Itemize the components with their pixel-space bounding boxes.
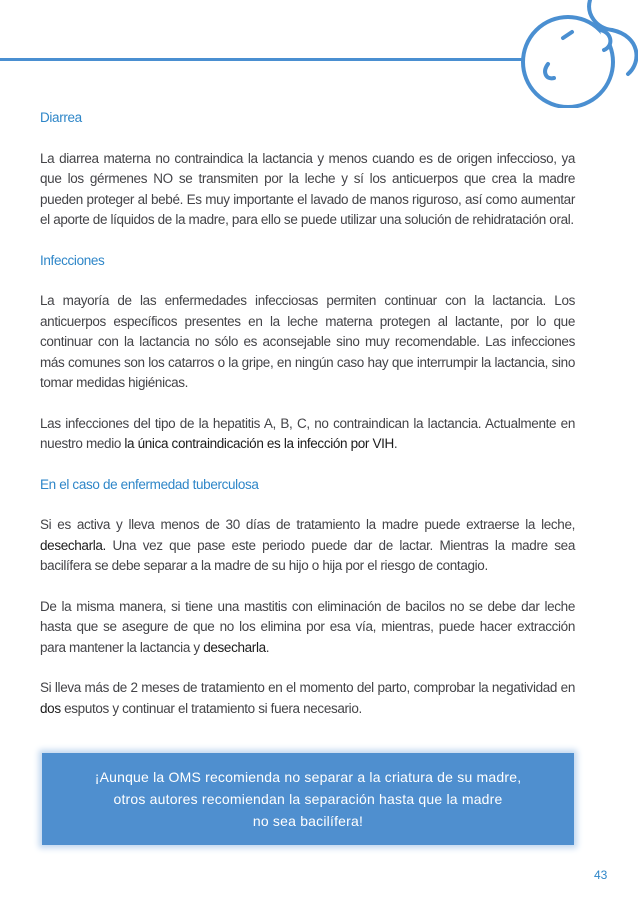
- text-run: .: [393, 436, 398, 451]
- paragraph-tuberculosa-2: [40, 597, 575, 659]
- paragraph-diarrea: La diarrea materna no contraindica la lactancia y menos cuando es de origen infeccioso, ya que los gérmenes NO se transmiten por la leche y sí los anticuerpos que crea la madre pueden proteger al bebé. Es muy importante el lavado de manos riguroso, así como aumentar el aporte de líquidos de la madre, para ello se puede utilizar una solución de rehidratación oral.: [40, 150, 575, 227]
- emphasis-dos: dos: [40, 700, 61, 716]
- emphasis-desecharla-2: desecharla: [203, 639, 266, 655]
- paragraph-infecciones-2: [40, 414, 575, 455]
- callout-line-3: no sea bacilífera!: [252, 813, 364, 829]
- callout-box: [42, 753, 574, 845]
- section-heading-infecciones: Infecciones: [40, 252, 105, 268]
- paragraph-infecciones-1: La mayoría de las enfermedades infecciosas permiten continuar con la lactancia. Los anticuerpos específicos presentes en la leche materna protegen al lactante, por lo que continuar con la lactancia no sólo es aconsejable sino muy recomendable. Las infecciones más comunes son los catarros o la gripe, en ningún caso hay que interrumpir la lactancia, sino tomar medidas higiénicas.: [40, 293, 575, 390]
- text-run: Si lleva más de 2 meses de tratamiento en el momento del parto, comprobar la negatividad en: [40, 680, 575, 695]
- text-run: De la misma manera, si tiene una mastitis con eliminación de bacilos no se debe dar leche hasta que se asegure de que no los elimina por esa vía, mientras, puede hacer extracción para mantener la lactancia y: [40, 598, 575, 655]
- text-run: Las infecciones del tipo de la hepatitis A, B, C, no contraindican la lactancia. Actualmente en nuestro medio: [40, 415, 575, 451]
- emphasis-vih: la única contraindicación es la infección por VIH: [124, 436, 394, 451]
- article-body: [40, 108, 575, 739]
- page-number: 43: [594, 868, 608, 882]
- header-rule: [0, 58, 560, 61]
- callout-text: [95, 766, 522, 832]
- text-run: Una vez que pase este periodo puede dar de lactar. Mientras la madre sea bacilífera se debe separar a la madre de su hijo o hija por el riesgo de contagio.: [40, 537, 575, 573]
- section-heading-tuberculosa: En el caso de enfermedad tuberculosa: [40, 476, 259, 492]
- callout-line-2: otros autores recomiendan la separación hasta que la madre: [113, 791, 503, 807]
- callout-line-1: ¡Aunque la OMS recomienda no separar a la criatura de su madre,: [94, 769, 522, 785]
- baby-face-icon: [500, 0, 638, 108]
- paragraph-tuberculosa-1: [40, 515, 575, 577]
- section-heading-diarrea: Diarrea: [40, 110, 82, 125]
- text-run: .: [265, 639, 270, 655]
- emphasis-desecharla: desecharla.: [40, 537, 106, 553]
- text-run: Si es activa y lleva menos de 30 días de tratamiento la madre puede extraerse la leche,: [40, 517, 575, 532]
- paragraph-tuberculosa-3: [40, 678, 575, 719]
- text-run: esputos y continuar el tratamiento si fuera necesario.: [60, 700, 362, 716]
